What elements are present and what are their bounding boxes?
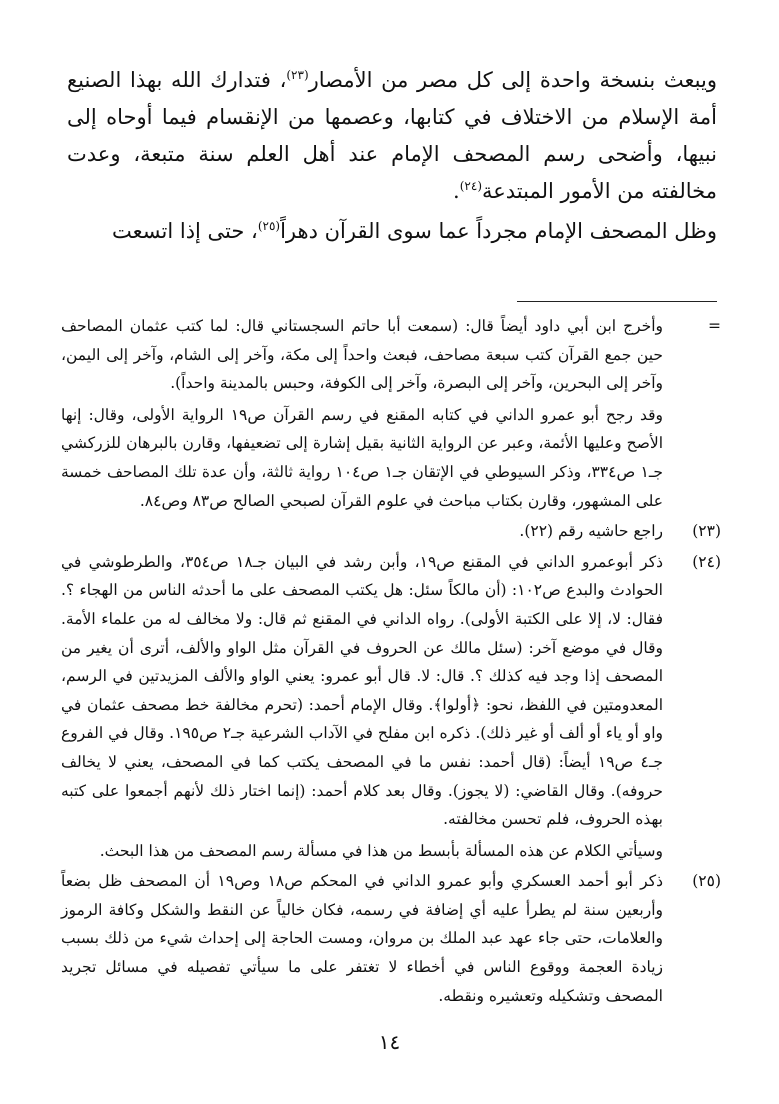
footnote-number: (٢٥) bbox=[692, 872, 721, 891]
continuation-mark: = bbox=[708, 317, 721, 335]
footnote-23 bbox=[61, 517, 721, 546]
footnote-continuation bbox=[61, 312, 721, 515]
footnote-text: ذكر أبوعمرو الداني في المقنع ص١٩، وأبن رشد في البيان جـ١٨ ص٣٥٤، والطرطوشي في الحوادث والبدع ص١٠٢: (أن مالكاً سئل: هل يكتب المصحف على ما أحدثه الناس من الهجاء ؟. فقال: لا، إلا على الكتبة الأولى). رواه الداني في المقنع ثم قال: ولا مخالف له من علماء الأمة. وقال في موضع آخر: (سئل مالك عن الحروف في القرآن مثل الواو والألف، أترى أن يغير من المصحف إذا وجد فيه كذلك ؟. قال: لا. قال أبو عمرو: يعني الواو والألف المزيدتين في الرسم، المعدومتين في اللفظ، نحو: ﴿أولوا﴾. وقال الإمام أحمد: (تحرم مخالفة خط مصحف عثمان في واو أو ياء أو ألف أو غير ذلك). ذكره ابن مفلح في الآداب الشرعية جـ٢ ص١٩٥. وقال في الفروع جـ٤ ص١٩ أيضاً: (قال أحمد: نفس ما في المصحف يكتب كما في المصحف، يعني لا يخالف حروفه). وقال القاضي: (لا يجوز). وقال بعد كلام أحمد: (إنما اختار ذلك لأنهم أجمعوا على كتبه بهذه الحروف، فلم تحسن مخالفته. bbox=[61, 552, 664, 829]
main-paragraph-2: وظل المصحف الإمام مجرداً عما سوى القرآن دهراً$^{(٢٥)}$، حتى إذا اتسعت bbox=[112, 219, 717, 243]
footnote-continuation-p1: وأخرج ابن أبي داود أيضاً قال: (سمعت أبا حاتم السجستاني قال: لما كتب عثمان المصاحف حين جمع القرآن كتب سبعة مصاحف، فبعث واحداً إلى مكة، وآخر إلى الشام، وآخر إلى اليمن، وآخر إلى البحرين، وآخر إلى البصرة، وآخر إلى الكوفة، وحبس بالمدينة واحداً). bbox=[61, 317, 663, 393]
footnote-ref-24[interactable]: (٢٤) bbox=[459, 179, 482, 193]
footnote-ref-23[interactable]: (٢٣) bbox=[286, 68, 309, 82]
footnote-ref-25[interactable]: (٢٥) bbox=[257, 219, 281, 233]
footnote-25 bbox=[61, 867, 721, 1010]
footnote-24 bbox=[61, 548, 721, 866]
footnote-number: (٢٤) bbox=[692, 552, 721, 571]
main-paragraph-1: ويبعث بنسخة واحدة إلى كل مصر من الأمصار$^{(٢٣)}$، فتدارك الله بهذا الصنيع أمة الإسلام من الاختلاف في كتابها، وعصمها من الإنقسام فيما أوحاه إلى نبيها، وأضحى رسم المصحف الإمام عند أهل العلم سنة متبعة، وعدت مخالفته من الأمور المبتدعة$^{(٢٤)}$. bbox=[67, 68, 717, 203]
footnote-separator bbox=[517, 301, 717, 302]
footnotes bbox=[61, 312, 721, 1010]
footnote-text: راجع حاشيه رقم (٢٢). bbox=[519, 522, 663, 541]
footnote-number: (٢٣) bbox=[692, 522, 721, 541]
footnote-text: ذكر أبو أحمد العسكري وأبو عمرو الداني في المحكم ص١٨ وص١٩ أن المصحف ظل بضعاً وأربعين سنة لم يطرأ عليه أي إضافة في رسمه، فكان خالياً عن النقط والشكل وكافة الرموز والعلامات، حتى جاء عهد عبد الملك بن مروان، ومست الحاجة إلى إحداث شيء من ذلك بسبب زيادة العجمة ووقوع الناس في أخطاء لا تغتفر على ما سيأتي تفصيله في مسائل تجريد المصحف وتشكيله وتعشيره ونقطه. bbox=[61, 872, 663, 1005]
footnote-continuation-p2: وقد رجح أبو عمرو الداني في كتابه المقنع في رسم القرآن ص١٩ الرواية الأولى، وقال: إنها الأصح وعليها الأئمة، وعبر عن الرواية الثانية بقيل إشارة إلى تضعيفها، وقارن بالبرهان للزركشي جـ١ ص٣٣٤، وذكر السيوطي في الإتقان جـ١ ص١٠٤ رواية ثالثة، وأن عدة تلك المصاحف خمسة على المشهور، وقارن بكتاب مباحث في علوم القرآن لصبحي الصالح ص٨٣ وص٨٤. bbox=[61, 405, 663, 510]
footnote-text-2: وسيأتي الكلام عن هذه المسألة بأبسط من هذا في مسألة رسم المصحف من هذا البحث. bbox=[99, 841, 663, 860]
main-text bbox=[67, 62, 717, 250]
page-number: ١٤ bbox=[378, 1030, 401, 1054]
